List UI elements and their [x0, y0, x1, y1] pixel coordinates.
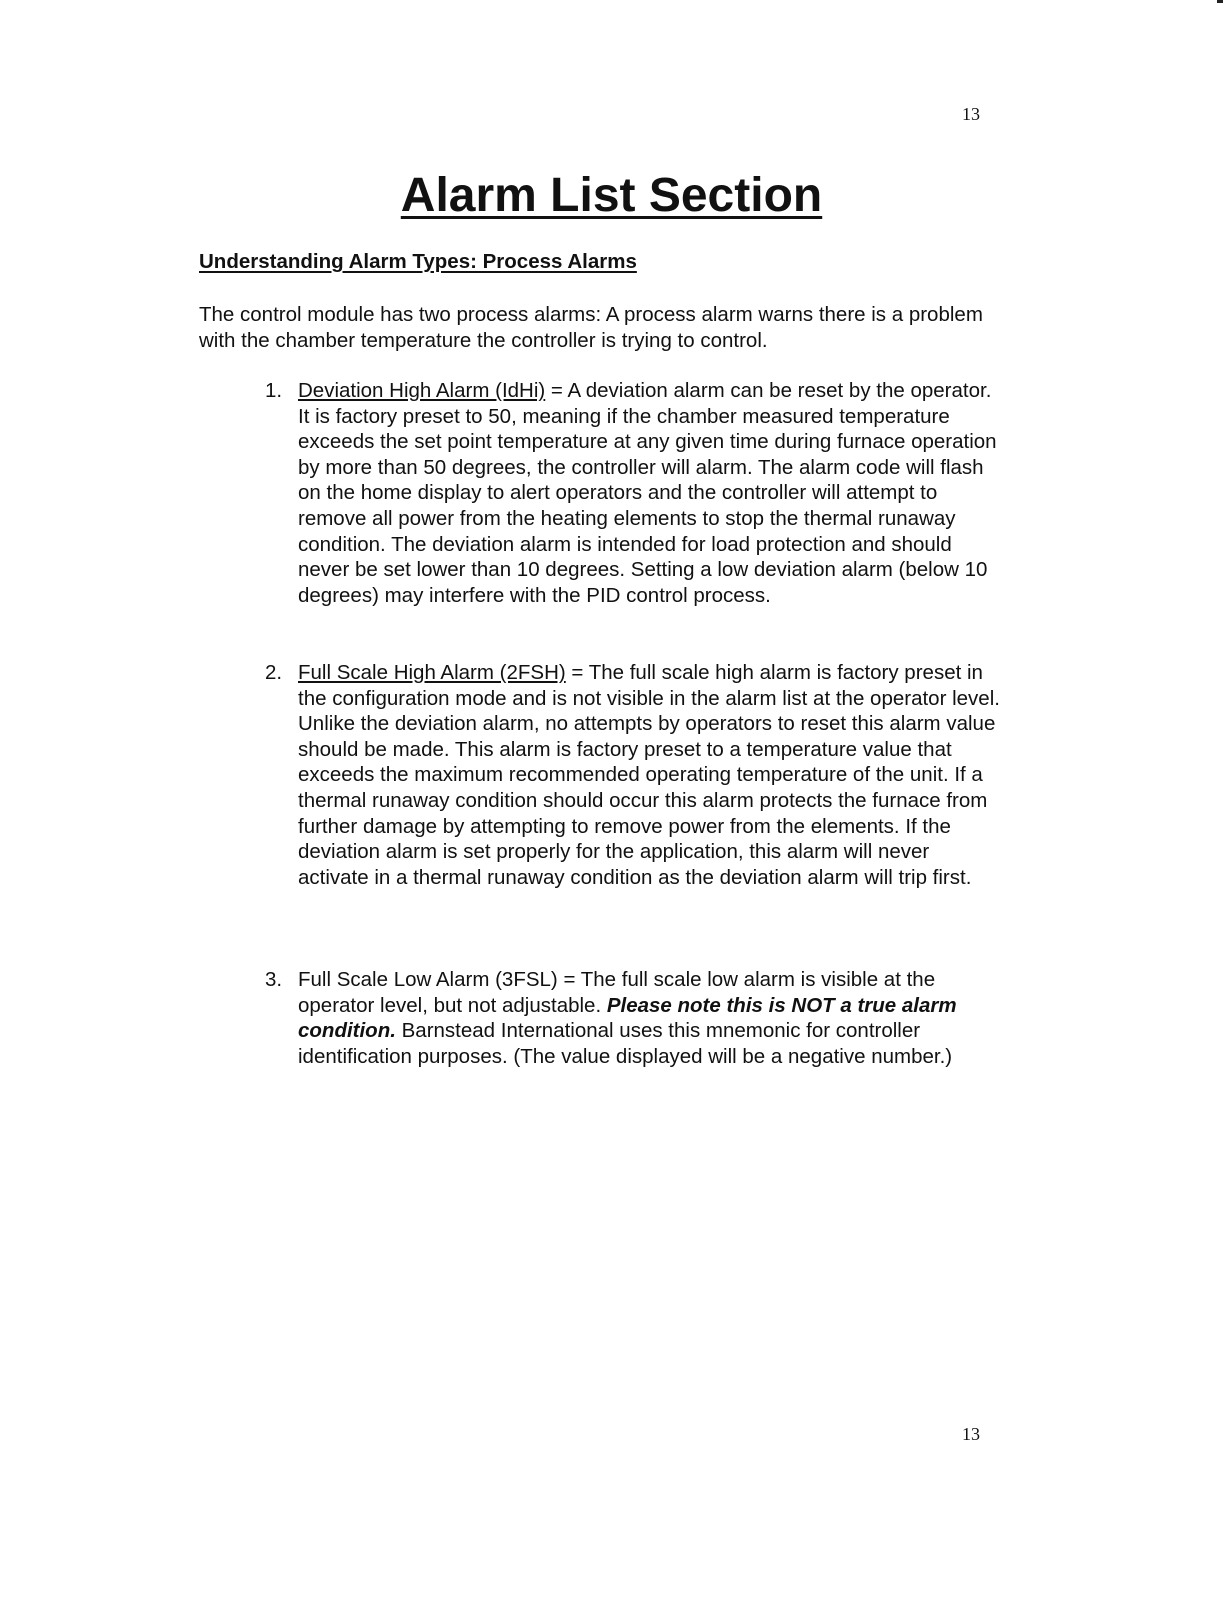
alarm-text: = The full scale high alarm is factory preset in the configuration mode and is not visible in the alarm list at the operator level. Unlike the deviation alarm, no attempts by operators to reset this alarm value should be made. This alarm is factory preset to a temperature value that exceeds the maximum recommended operating temperature of the unit. If a thermal runaway condition should occur this alarm protects the furnace from further damage by attempting to remove power from the elements. If the deviation alarm is set properly for the application, this alarm will never activate in a thermal runaway condition as the deviation alarm will trip first. [298, 661, 1000, 889]
section-subheading: Understanding Alarm Types: Process Alarms [199, 250, 637, 273]
alarm-text-after: Barnstead International uses this mnemonic for controller identification purposes. (The value displayed will be a negative number.) [298, 1019, 953, 1068]
alarm-description [298, 660, 1000, 890]
scan-edge-mark [1217, 0, 1223, 3]
alarm-description [298, 967, 1000, 1069]
intro-paragraph: The control module has two process alarms: A process alarm warns there is a problem with the chamber temperature the controller is trying to control. [199, 303, 983, 352]
alarm-description [298, 378, 1000, 608]
page-number-bottom: 13 [962, 1424, 980, 1444]
alarm-term: Full Scale High Alarm (2FSH) [298, 661, 566, 684]
alarm-text: = A deviation alarm can be reset by the operator. It is factory preset to 50, meaning if the chamber measured temperature exceeds the set point temperature at any given time during furnace operation by more than 50 degrees, the controller will alarm. The alarm code will flash on the home display to alert operators and the controller will attempt to remove all power from the heating elements to stop the thermal runaway condition. The deviation alarm is intended for load protection and should never be set lower than 10 degrees. Setting a low deviation alarm (below 10 degrees) may interfere with the PID control process. [298, 379, 997, 607]
alarm-term: Full Scale Low Alarm (3FSL) [298, 968, 558, 991]
alarm-term: Deviation High Alarm (IdHi) [298, 379, 546, 402]
alarm-text: = The full scale low alarm is visible at the operator level, but not adjustable. [298, 968, 936, 1017]
list-number: 1. [265, 379, 283, 402]
list-number: 2. [265, 661, 283, 684]
alarm-emphasis: Please note this is NOT a true alarm condition. [298, 993, 957, 1043]
page-title: Alarm List Section [400, 169, 823, 222]
list-number: 3. [265, 968, 283, 991]
page-number-top: 13 [962, 104, 980, 124]
